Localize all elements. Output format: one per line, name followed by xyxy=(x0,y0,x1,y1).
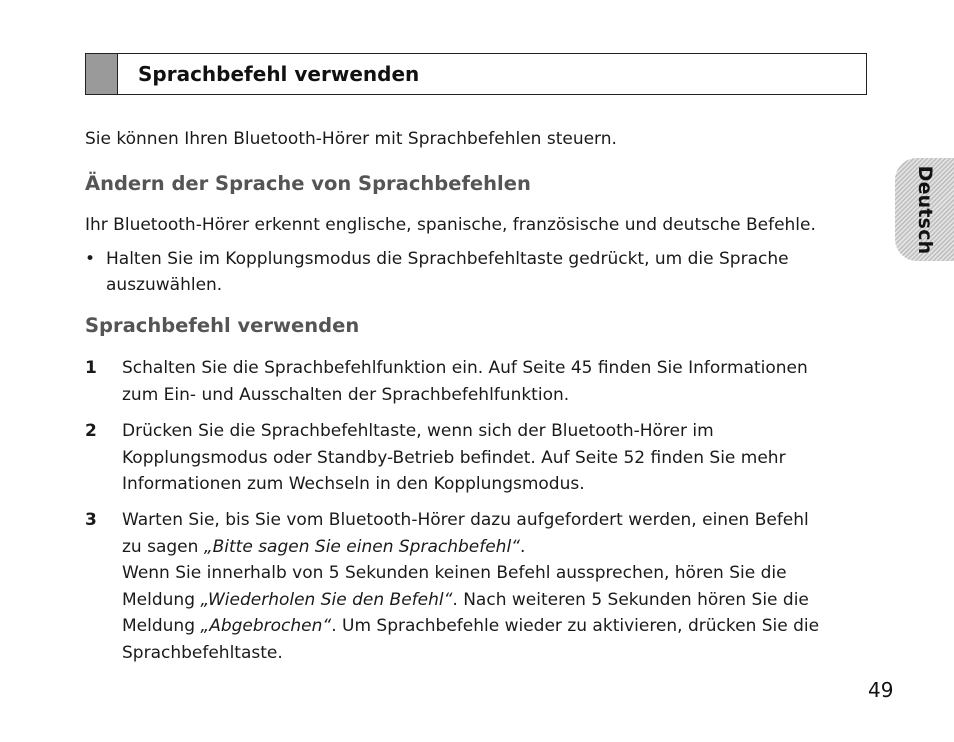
section-heading-usage: Sprachbefehl verwenden xyxy=(85,314,360,337)
language-info-text: Ihr Bluetooth-Hörer erkennt englische, spanische, französische und deutsche Befehle. xyxy=(85,215,816,235)
voice-prompt-text: „Wiederholen Sie den Befehl“ xyxy=(200,589,453,610)
section-header-box xyxy=(85,53,867,95)
step-line: Sprachbefehltaste. xyxy=(122,642,283,663)
language-tab xyxy=(895,158,954,261)
step-line: Informationen zum Wechseln in den Kopplungsmodus. xyxy=(122,474,585,494)
step-number: 1 xyxy=(85,358,97,378)
step-line: Drücken Sie die Sprachbefehltaste, wenn sich der Bluetooth-Hörer im xyxy=(122,421,714,441)
step-text-run: . Um Sprachbefehle wieder zu aktivieren, drücken Sie die xyxy=(331,616,820,636)
step-text-run: Meldung xyxy=(122,589,201,610)
voice-prompt-text: „Bitte sagen Sie einen Sprachbefehl“ xyxy=(203,536,520,557)
step-number: 3 xyxy=(85,510,97,530)
step-line xyxy=(122,613,872,640)
page-title: Sprachbefehl verwenden xyxy=(138,62,420,86)
step-text-run: . Nach weiteren 5 Sekunden hören Sie die xyxy=(452,589,809,610)
intro-text: Sie können Ihren Bluetooth-Hörer mit Sprachbefehlen steuern. xyxy=(85,129,617,149)
step-text xyxy=(122,418,872,498)
step-line: Schalten Sie die Sprachbefehlfunktion ein. Auf Seite 45 finden Sie Informationen xyxy=(122,358,808,378)
header-square-marker xyxy=(86,54,118,94)
page-number: 49 xyxy=(868,678,894,702)
bullet-item xyxy=(106,246,866,298)
step-line: zum Ein- und Ausschalten der Sprachbefehlfunktion. xyxy=(122,384,570,405)
bullet-line: Halten Sie im Kopplungsmodus die Sprachbefehltaste gedrückt, um die Sprache xyxy=(106,249,789,269)
step-line: Warten Sie, bis Sie vom Bluetooth-Hörer dazu aufgefordert werden, einen Befehl xyxy=(122,510,809,530)
bullet-line: auszuwählen. xyxy=(106,275,223,295)
step-text-run: zu sagen xyxy=(122,536,204,557)
bullet-mark: • xyxy=(85,249,96,269)
step-number: 2 xyxy=(85,421,97,441)
language-tab-label: Deutsch xyxy=(913,165,936,254)
step-line xyxy=(122,587,872,614)
step-text-run: . xyxy=(519,536,526,557)
step-line: Kopplungsmodus oder Standby-Betrieb befindet. Auf Seite 52 finden Sie mehr xyxy=(122,447,786,468)
step-text xyxy=(122,507,872,666)
step-line: Wenn Sie innerhalb von 5 Sekunden keinen Befehl aussprechen, hören Sie die xyxy=(122,563,787,583)
step-text xyxy=(122,355,872,408)
step-line xyxy=(122,534,872,561)
section-heading-language: Ändern der Sprache von Sprachbefehlen xyxy=(85,172,531,195)
voice-prompt-text: „Abgebrochen“ xyxy=(200,616,332,636)
step-text-run: Meldung xyxy=(122,616,201,636)
